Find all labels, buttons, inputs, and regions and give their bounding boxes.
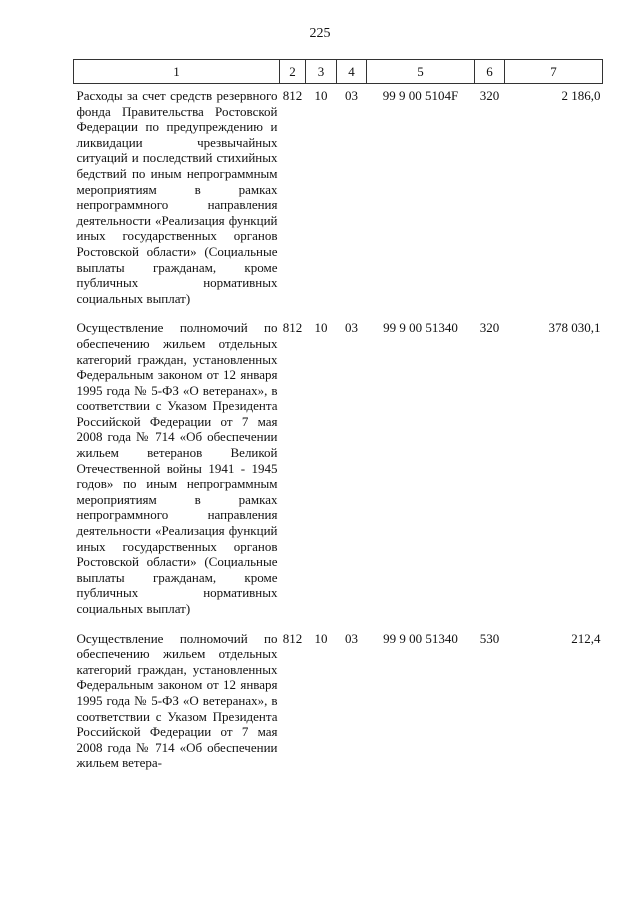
expense-name: Расходы за счет средств резервного фонда Правительства Ростовской Федерации по предупреждению и ликвидации чрезвычайных ситуаций и последствий стихийных бедствий по иным непрограммным мероприятиям в рамках непрограммного направления деятельности «Реализация функций иных государственных органов Ростовской области» (Социальные выплаты гражданам, кроме публичных нормативных социальных выплат) [76, 88, 278, 306]
header-col-5: 5 [367, 60, 475, 84]
amount: 212,4 [571, 630, 601, 646]
table-row [74, 316, 603, 626]
header-row [74, 60, 603, 84]
target-article-code: 99 9 00 51340 [383, 630, 458, 646]
subsection-code: 03 [345, 320, 358, 336]
ministry-code: 812 [282, 630, 303, 646]
target-article-code: 99 9 00 51340 [383, 320, 458, 336]
page-number: 225 [309, 26, 331, 41]
section-code: 10 [314, 88, 328, 103]
header-col-2: 2 [280, 60, 306, 84]
amount: 2 186,0 [561, 88, 601, 103]
amount: 378 030,1 [548, 320, 601, 336]
expense-name: Осуществление полномочий по обеспечению жильем отдельных категорий граждан, установленных Федеральным законом от 12 января 1995 года № 5-ФЗ «О ветеранах», в соответствии с Указом Президента Российской Федерации от 7 мая 2008 года № 714 «Об обеспечении жильем ветеранов Великой Отечественной войны 1941 - 1945 годов» по иным непрограммным мероприятиям в рамках непрограммного направления деятельности «Реализация функций иных государственных органов Ростовской области» (Социальные выплаты гражданам, кроме публичных нормативных социальных выплат) [76, 320, 278, 616]
expense-type-code: 320 [479, 320, 500, 336]
expense-type-code: 320 [479, 88, 500, 103]
header-col-1: 1 [74, 60, 280, 84]
expense-name: Осуществление полномочий по обеспечению жильем отдельных категорий граждан, установленных Федеральным законом от 12 января 1995 года № 5-ФЗ «О ветеранах», в соответствии с Указом Президента Российской Федерации от 7 мая 2008 года № 714 «Об обеспечении жильем ветера- [76, 630, 278, 771]
subsection-code: 03 [345, 88, 358, 103]
table-row [74, 627, 603, 781]
section-code: 10 [314, 630, 328, 646]
budget-table [73, 59, 603, 781]
header-col-6: 6 [475, 60, 505, 84]
header-col-4: 4 [337, 60, 367, 84]
ministry-code: 812 [282, 88, 303, 103]
subsection-code: 03 [345, 630, 358, 646]
section-code: 10 [314, 320, 328, 336]
table-row [74, 84, 603, 317]
header-col-7: 7 [505, 60, 603, 84]
expense-type-code: 530 [479, 630, 500, 646]
ministry-code: 812 [282, 320, 303, 336]
header-col-3: 3 [306, 60, 337, 84]
target-article-code: 99 9 00 5104F [382, 88, 459, 103]
